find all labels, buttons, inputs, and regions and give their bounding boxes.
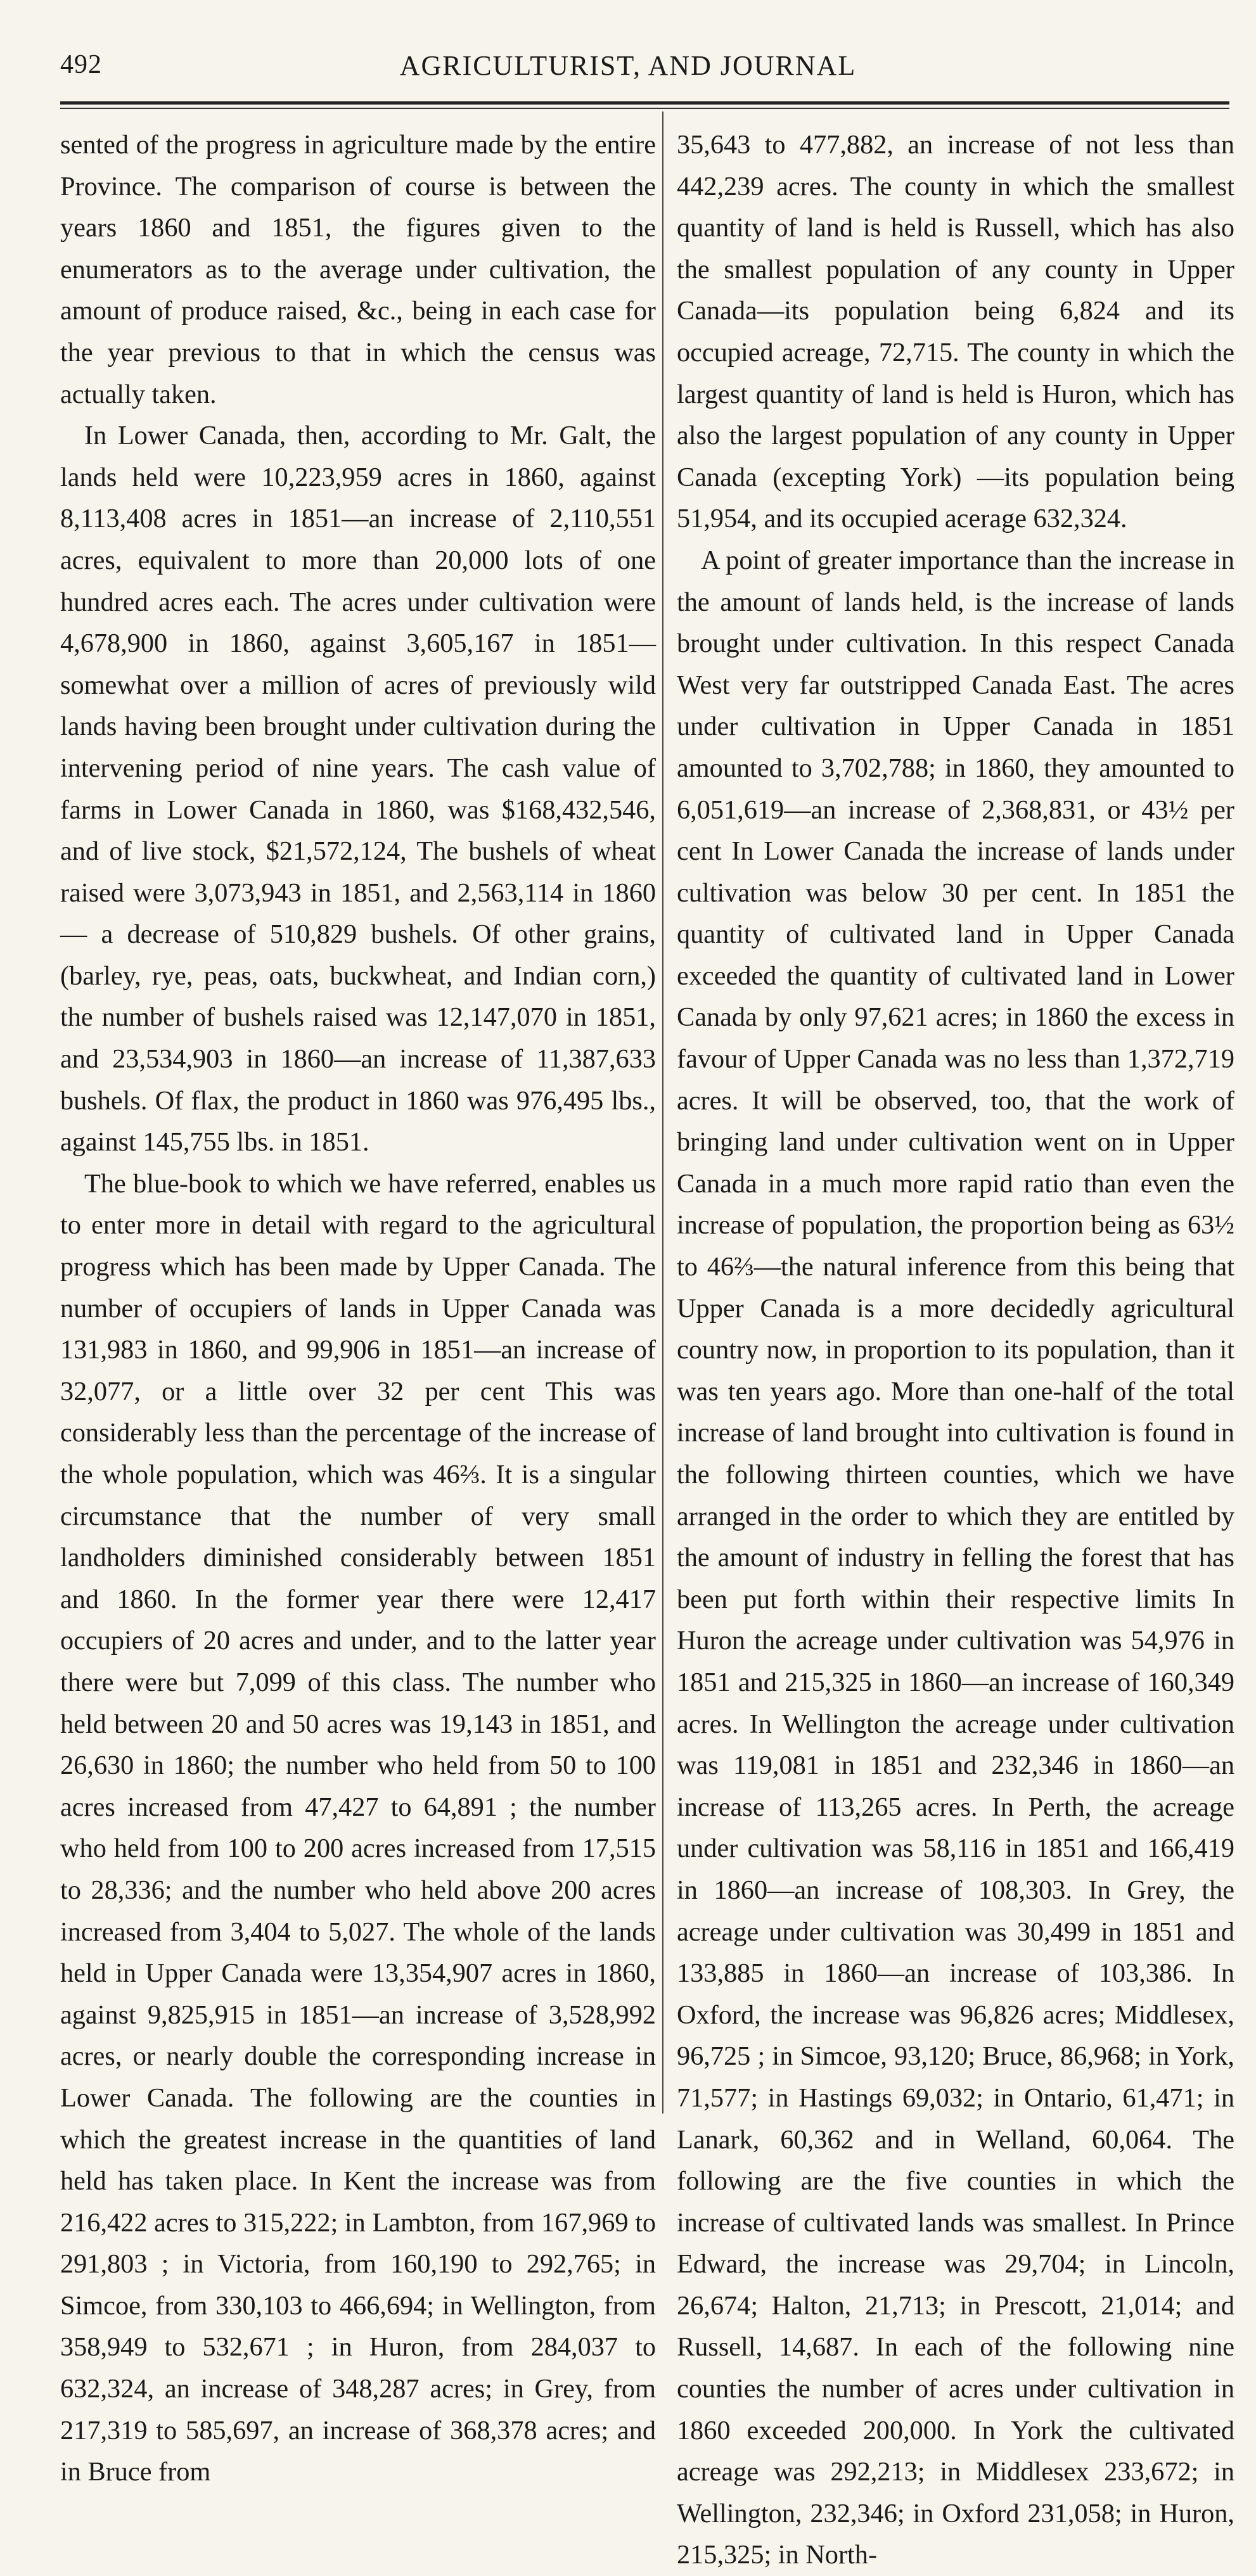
header-rule xyxy=(60,101,1229,105)
paragraph: 35,643 to 477,882, an increase of not less than 442,239 acres. The county in which the smallest quantity of land is held is Russell, which has also the smallest population of any county in Upper Canada—its population being 6,824 and its occupied acreage, 72,715. The county in which the largest quantity of land is held is Huron, which has also the largest population of any county in Upper Canada (excepting York) —its population being 51,954, and its occupied acerage 632,324. xyxy=(677,130,1234,534)
paragraph: In Lower Canada, then, according to Mr. Galt, the lands held were 10,223,959 acres in 1860, against 8,113,408 acres in 1851—an increase of 2,110,551 acres, equivalent to more than 20,000 lots of one hundred acres each. The acres under cultivation were 4,678,900 in 1860, against 3,605,167 in 1851—somewhat over a million of acres of previously wild lands having been brought under cultivation during the intervening period of nine years. The cash value of farms in Lower Canada in 1860, was $168,432,546, and of live stock, $21,572,124, The bushels of wheat raised were 3,073,943 in 1851, and 2,563,114 in 1860— a decrease of 510,829 bushels. Of other grains, (barley, rye, peas, oats, buckwheat, and Indian corn,) the number of bushels raised was 12,147,070 in 1851, and 23,534,903 in 1860—an increase of 11,387,633 bushels. Of flax, the product in 1860 was 976,495 lbs., against 145,755 lbs. in 1851. xyxy=(60,421,656,1157)
paragraph: The blue-book to which we have referred, enables us to enter more in detail with regard to the agricultural progress which has been made by Upper Canada. The number of occupiers of lands in Upper Canada was 131,983 in 1860, and 99,906 in 1851—an increase of 32,077, or a little over 32 per cent This was considerably less than the percentage of the increase of the whole population, which was 46⅔. It is a singular circumstance that the number of very small landholders diminished considerably between 1851 and 1860. In the former year there were 12,417 occupiers of 20 acres and under, and to the latter year there were but 7,099 of this class. The number who held between 20 and 50 acres was 19,143 in 1851, and 26,630 in 1860; the number who held from 50 to 100 acres increased from 47,427 to 64,891 ; the number who held from 100 to 200 acres increased from 17,515 to 28,336; and the number who held above 200 acres increased from 3,404 to 5,027. The whole of the lands held in Upper Canada were 13,354,907 acres in 1860, against 9,825,915 in 1851—an increase of 3,528,992 acres, or nearly double the corresponding increase in Lower Canada. The following are the counties in which the greatest increase in the quantities of land held has taken place. In Kent the increase was from 216,422 acres to 315,222; in Lambton, from 167,969 to 291,803 ; in Victoria, from 160,190 to 292,765; in Simcoe, from 330,103 to 466,694; in Wellington, from 358,949 to 532,671 ; in Huron, from 284,037 to 632,324, an increase of 348,287 acres; in Grey, from 217,319 to 585,697, an increase of 368,378 acres; and in Bruce from xyxy=(60,1168,656,2487)
page-number: 492 xyxy=(60,50,102,79)
right-column xyxy=(677,124,1234,2570)
paragraph: sented of the progress in agriculture made by the entire Province. The comparison of course is between the years 1860 and 1851, the figures given to the enumerators as to the average under cultivation, the amount of produce raised, &c., being in each case for the year previous to that in which the census was actually taken. xyxy=(60,130,656,409)
paragraph: A point of greater importance than the increase in the amount of lands held, is the increase of lands brought under cultivation. In this respect Canada West very far outstripped Canada East. The acres under cultivation in Upper Canada in 1851 amounted to 3,702,788; in 1860, they amounted to 6,051,619—an increase of 2,368,831, or 43½ per cent In Lower Canada the increase of lands under cultivation was below 30 per cent. In 1851 the quantity of cultivated land in Upper Canada exceeded the quantity of cultivated land in Lower Canada by only 97,621 acres; in 1860 the excess in favour of Upper Canada was no less than 1,372,719 acres. It will be observed, too, that the work of bringing land under cultivation went on in Upper Canada in a much more rapid ratio than even the increase of population, the proportion being as 63½ to 46⅔—the natural inference from this being that Upper Canada is a more decidedly agricultural country now, in proportion to its population, than it was ten years ago. More than one-half of the total increase of land brought into cultivation is found in the following thirteen counties, which we have arranged in the order to which they are entitled by the amount of industry in felling the forest that has been put forth within their respective limits In Huron the acreage under cultivation was 54,976 in 1851 and 215,325 in 1860—an increase of 160,349 acres. In Wellington the acreage under cultivation was 119,081 in 1851 and 232,346 in 1860—an increase of 113,265 acres. In Perth, the acreage under cultivation was 58,116 in 1851 and 166,419 in 1860—an increase of 108,303. In Grey, the acreage under cultivation was 30,499 in 1851 and 133,885 in 1860—an increase of 103,386. In Oxford, the increase was 96,826 acres; Middlesex, 96,725 ; in Simcoe, 93,120; Bruce, 86,968; in York, 71,577; in Hastings 69,032; in Ontario, 61,471; in Lanark, 60,362 and in Welland, 60,064. The following are the five counties in which the increase of cultivated lands was smallest. In Prince Edward, the increase was 29,704; in Lincoln, 26,674; Halton, 21,713; in Prescott, 21,014; and Russell, 14,687. In each of the following nine counties the number of acres under cultivation in 1860 exceeded 200,000. In York the cultivated acreage was 292,213; in Middlesex 233,672; in Wellington, 232,346; in Oxford 231,058; in Huron, 215,325; in North- xyxy=(677,545,1234,2570)
left-column xyxy=(60,124,656,2487)
column-divider xyxy=(662,112,663,2114)
header-rule-thin xyxy=(60,108,1229,109)
page-header xyxy=(0,38,1256,95)
running-title: AGRICULTURIST, AND JOURNAL xyxy=(399,50,857,81)
